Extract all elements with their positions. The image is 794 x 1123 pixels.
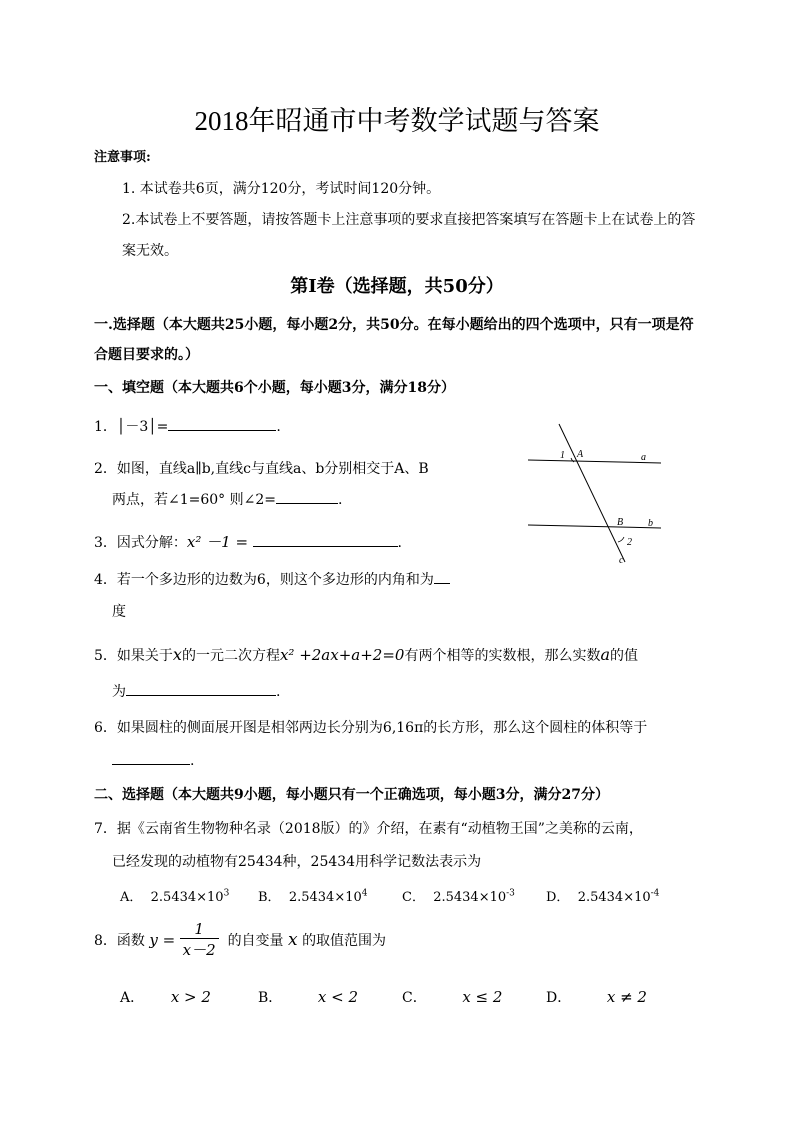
q5-end: .	[276, 684, 281, 700]
q8-mid: 的自变量	[227, 933, 284, 949]
q7-option-b-exp: 4	[361, 888, 368, 899]
q7-option-d-exp: -4	[650, 888, 660, 899]
q7-option-a[interactable]	[120, 886, 229, 905]
q7-option-a-label: A．	[120, 890, 143, 905]
q8-suffix: 的取值范围为	[302, 933, 387, 949]
question-3	[94, 531, 402, 552]
q8-option-a-label: A．	[120, 990, 145, 1006]
parallel-lines-figure	[525, 420, 670, 570]
q8-numerator: 1	[180, 920, 219, 939]
note-item-2: 2.本试卷上不要答题，请按答题卡上注意事项的要求直接把答案填写在答题卡上在试卷上的答	[122, 212, 696, 228]
q5-answer-blank	[126, 681, 276, 696]
q8-option-b[interactable]	[258, 987, 358, 1007]
q3-end: .	[397, 535, 402, 551]
question-7-line1: 7．据《云南省生物物种名录（2018版）的》介绍，在素有“动植物王国”之美称的云南，	[94, 821, 643, 837]
q8-y: y =	[149, 931, 176, 949]
q7-option-a-exp: 3	[223, 888, 230, 899]
q8-prefix: 8．函数	[94, 933, 145, 949]
q8-fraction	[180, 920, 219, 960]
question-8	[94, 920, 386, 960]
q3-answer-blank	[253, 532, 398, 547]
q7-option-b[interactable]	[258, 886, 367, 905]
q2-text: 两点，若∠1=60° 则∠2=	[112, 492, 277, 508]
section-instructions-1: 一.选择题（本大题共25小题，每小题2分，共50分。在每小题给出的四个选项中，只有一项是符	[94, 317, 694, 333]
q8-denominator: x－2	[182, 941, 216, 959]
q1-end: .	[276, 419, 281, 435]
q8-option-a-value: x > 2	[170, 988, 211, 1006]
q7-option-d[interactable]	[546, 886, 659, 905]
angle-2-arc	[618, 537, 624, 542]
q8-option-c-value: x ≤ 2	[462, 988, 503, 1006]
q5-line2-text: 为	[112, 684, 126, 700]
section-title: 第Ⅰ卷（选择题，共50分）	[290, 276, 504, 297]
q8-option-a[interactable]	[120, 987, 211, 1007]
part2-heading: 二、选择题（本大题共9小题，每小题只有一个正确选项，每小题3分，满分27分）	[94, 787, 609, 803]
q8-option-c-label: C．	[402, 990, 427, 1006]
q8-option-d-label: D．	[546, 990, 572, 1006]
q5-text-b: 的一元二次方程	[181, 648, 280, 664]
question-7-line2: 已经发现的动植物有25434种，25434用科学记数法表示为	[112, 854, 482, 870]
line-c	[559, 424, 625, 562]
q4-answer-blank	[434, 569, 450, 584]
question-2-line1: 2．如图，直线a∥b,直线c与直线a、b分别相交于A、B	[94, 461, 429, 477]
q7-option-b-base: 2.5434×10	[288, 890, 362, 905]
label-a: a	[641, 452, 646, 463]
q1-answer-blank	[168, 416, 276, 431]
q5-text-d: 的值	[610, 648, 638, 664]
q8-option-c[interactable]	[402, 987, 502, 1007]
q5-text-a: 5．如果关于	[94, 648, 173, 664]
label-c: c	[619, 555, 624, 566]
q4-text: 4．若一个多边形的边数为6，则这个多边形的内角和为	[94, 572, 434, 588]
q3-prefix: 3．因式分解：	[94, 535, 187, 551]
question-4-line2: 度	[112, 604, 126, 620]
label-1: 1	[560, 450, 565, 461]
question-5-line1	[94, 645, 638, 665]
q2-end: .	[338, 492, 343, 508]
q5-var-a: a	[600, 645, 610, 664]
page-title: 2018年昭通市中考数学试题与答案	[194, 106, 600, 136]
q1-expression: │－3│=	[116, 419, 169, 435]
q5-var-x: x	[172, 645, 182, 664]
q5-text-c: 有两个相等的实数根，那么实数	[404, 648, 601, 664]
label-2: 2	[627, 537, 632, 548]
question-2-line2	[112, 489, 342, 509]
line-b	[528, 525, 661, 528]
q8-option-d[interactable]	[546, 987, 647, 1007]
q7-option-c-label: C．	[402, 890, 425, 905]
q8-var: x	[288, 930, 298, 950]
q7-option-d-label: D．	[546, 890, 570, 905]
q7-option-c-base: 2.5434×10	[433, 890, 507, 905]
q2-answer-blank	[276, 489, 338, 504]
part1-heading: 一、填空题（本大题共6个小题，每小题3分，满分18分）	[94, 380, 455, 396]
question-4-line1	[94, 569, 450, 589]
q8-option-d-value: x ≠ 2	[606, 988, 647, 1006]
question-1	[94, 416, 281, 436]
label-A: A	[577, 449, 584, 460]
q1-number: 1．	[94, 419, 117, 435]
q8-option-b-value: x < 2	[317, 988, 359, 1006]
question-5-line2	[112, 681, 280, 701]
q7-option-b-label: B．	[258, 890, 281, 905]
section-instructions-2: 合题目要求的。）	[94, 347, 199, 363]
q7-option-c-exp: -3	[506, 888, 515, 899]
q5-equation: x² +2ax+a+2=0	[279, 646, 405, 664]
question-6-line2	[112, 750, 194, 769]
label-B: B	[617, 517, 624, 528]
note-item-1: 1. 本试卷共6页，满分120分，考试时间120分钟。	[122, 181, 441, 197]
label-b: b	[648, 518, 653, 529]
q7-option-a-base: 2.5434×10	[150, 890, 224, 905]
q7-option-d-base: 2.5434×10	[577, 890, 651, 905]
q6-answer-blank	[112, 750, 190, 765]
q8-option-b-label: B．	[258, 990, 283, 1006]
question-6-line1: 6．如果圆柱的侧面展开图是相邻两边长分别为6,16π的长方形，那么这个圆柱的体积等于	[94, 720, 648, 736]
q3-expression: x² －1 =	[186, 533, 249, 551]
q6-end: .	[190, 753, 195, 769]
note-item-3: 案无效。	[122, 243, 178, 259]
q7-option-c[interactable]	[402, 886, 515, 905]
notes-heading: 注意事项:	[94, 150, 151, 165]
